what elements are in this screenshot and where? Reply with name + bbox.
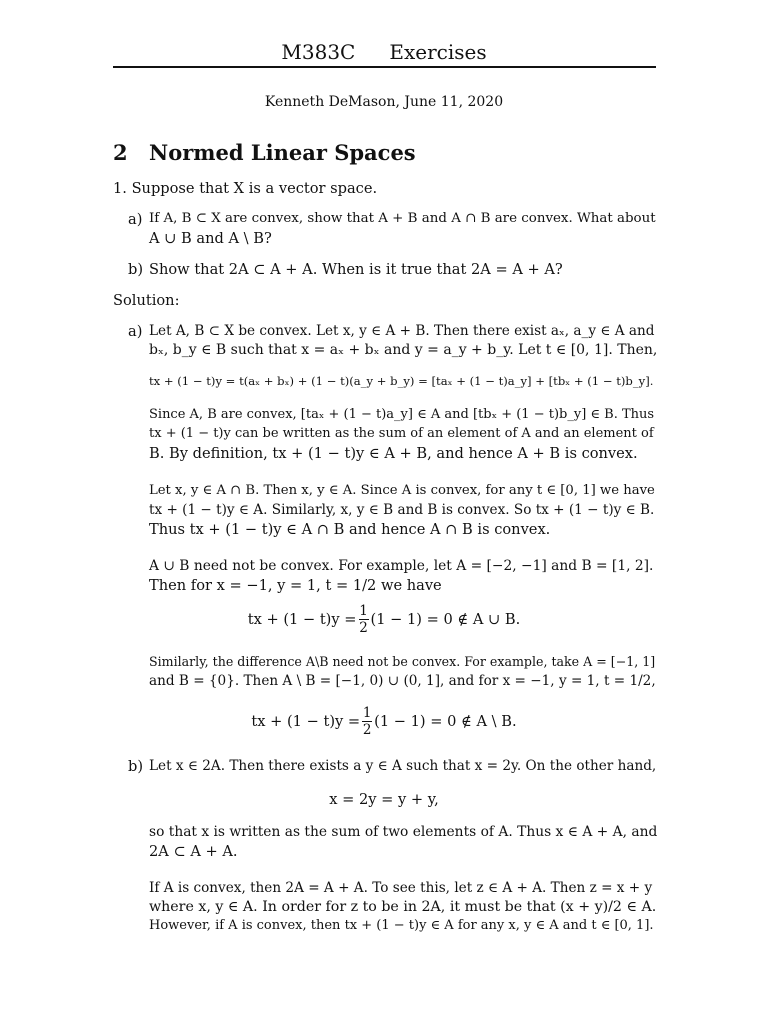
paragraph-line: tx + (1 − t)y ∈ A. Similarly, x, y ∈ B and B is convex. So tx + (1 − t)y ∈ B. bbox=[149, 502, 655, 518]
paragraph-line: Let x ∈ 2A. Then there exists a y ∈ A such that x = 2y. On the other hand, bbox=[149, 758, 657, 774]
display-equation bbox=[0, 604, 768, 635]
course-code: M383C bbox=[281, 40, 356, 64]
paragraph-line: B. By definition, tx + (1 − t)y ∈ A + B, and hence A + B is convex. bbox=[149, 445, 638, 462]
solution-a-label: a) bbox=[128, 323, 143, 340]
fraction-numerator: 1 bbox=[359, 603, 368, 619]
solution-b-label: b) bbox=[128, 758, 144, 775]
paragraph-line: so that x is written as the sum of two elements of A. Thus x ∈ A + A, and bbox=[149, 824, 658, 840]
paragraph-line: Then for x = −1, y = 1, t = 1/2 we have bbox=[149, 577, 442, 594]
problem-a-label: a) bbox=[128, 211, 143, 228]
header-rule bbox=[113, 66, 656, 68]
section-heading bbox=[113, 140, 416, 165]
paragraph-line: tx + (1 − t)y can be written as the sum of an element of A and an element of bbox=[149, 426, 654, 441]
paragraph-line: Let x, y ∈ A ∩ B. Then x, y ∈ A. Since A is convex, for any t ∈ [0, 1] we have bbox=[149, 483, 655, 498]
fraction-denominator: 2 bbox=[359, 620, 368, 637]
fraction bbox=[359, 604, 369, 635]
problem-a-line: A ∪ B and A \ B? bbox=[149, 230, 272, 247]
paragraph-line: Let A, B ⊂ X be convex. Let x, y ∈ A + B. Then there exist aₓ, a_y ∈ A and bbox=[149, 323, 655, 339]
paragraph-line: where x, y ∈ A. In order for z to be in 2A, it must be that (x + y)/2 ∈ A. bbox=[149, 899, 657, 915]
equation-left: tx + (1 − t)y = bbox=[247, 611, 357, 629]
paragraph-line: Since A, B are convex, [taₓ + (1 − t)a_y] ∈ A and [tbₓ + (1 − t)b_y] ∈ B. Thus bbox=[149, 407, 655, 422]
problem-a-line: If A, B ⊂ X are convex, show that A + B and A ∩ B are convex. What about bbox=[149, 211, 656, 226]
problem-intro: 1. Suppose that X is a vector space. bbox=[113, 180, 378, 197]
paragraph-line: 2A ⊂ A + A. bbox=[149, 843, 238, 860]
section-title: Normed Linear Spaces bbox=[149, 140, 416, 165]
display-equation bbox=[0, 706, 768, 737]
equation: tx + (1 − t)y = t(aₓ + bₓ) + (1 − t)(a_y + b_y) = [taₓ + (1 − t)a_y] + [tbₓ + (1 − t)b_y]. bbox=[149, 374, 654, 388]
paragraph-line: Thus tx + (1 − t)y ∈ A ∩ B and hence A ∩ B is convex. bbox=[149, 521, 551, 538]
fraction-numerator: 1 bbox=[362, 705, 372, 721]
problem-b-label: b) bbox=[128, 261, 144, 278]
problem-b-line: Show that 2A ⊂ A + A. When is it true that 2A = A + A? bbox=[149, 261, 563, 278]
section-number: 2 bbox=[113, 140, 128, 165]
page-header bbox=[0, 40, 768, 64]
equation-right: (1 − 1) = 0 ∉ A \ B. bbox=[374, 713, 517, 731]
paragraph-line: and B = {0}. Then A \ B = [−1, 0) ∪ (0, 1], and for x = −1, y = 1, t = 1/2, bbox=[149, 673, 656, 689]
paragraph-line: However, if A is convex, then tx + (1 − t)y ∈ A for any x, y ∈ A and t ∈ [0, 1]. bbox=[149, 918, 654, 933]
paragraph-line: Similarly, the difference A\B need not be convex. For example, take A = [−1, 1] bbox=[149, 654, 656, 669]
fraction bbox=[362, 706, 372, 737]
paragraph-line: A ∪ B need not be convex. For example, let A = [−2, −1] and B = [1, 2]. bbox=[149, 558, 654, 574]
equation-left: tx + (1 − t)y = bbox=[251, 713, 361, 731]
paragraph-line: bₓ, b_y ∈ B such that x = aₓ + bₓ and y = a_y + b_y. Let t ∈ [0, 1]. Then, bbox=[149, 342, 658, 358]
fraction-denominator: 2 bbox=[362, 722, 372, 739]
header-title: Exercises bbox=[389, 40, 487, 64]
equation: x = 2y = y + y, bbox=[329, 791, 439, 808]
equation-right: (1 − 1) = 0 ∉ A ∪ B. bbox=[370, 611, 521, 629]
solution-label: Solution: bbox=[113, 292, 180, 309]
paragraph-line: If A is convex, then 2A = A + A. To see this, let z ∈ A + A. Then z = x + y bbox=[149, 880, 653, 896]
author-line: Kenneth DeMason, June 11, 2020 bbox=[264, 94, 504, 110]
